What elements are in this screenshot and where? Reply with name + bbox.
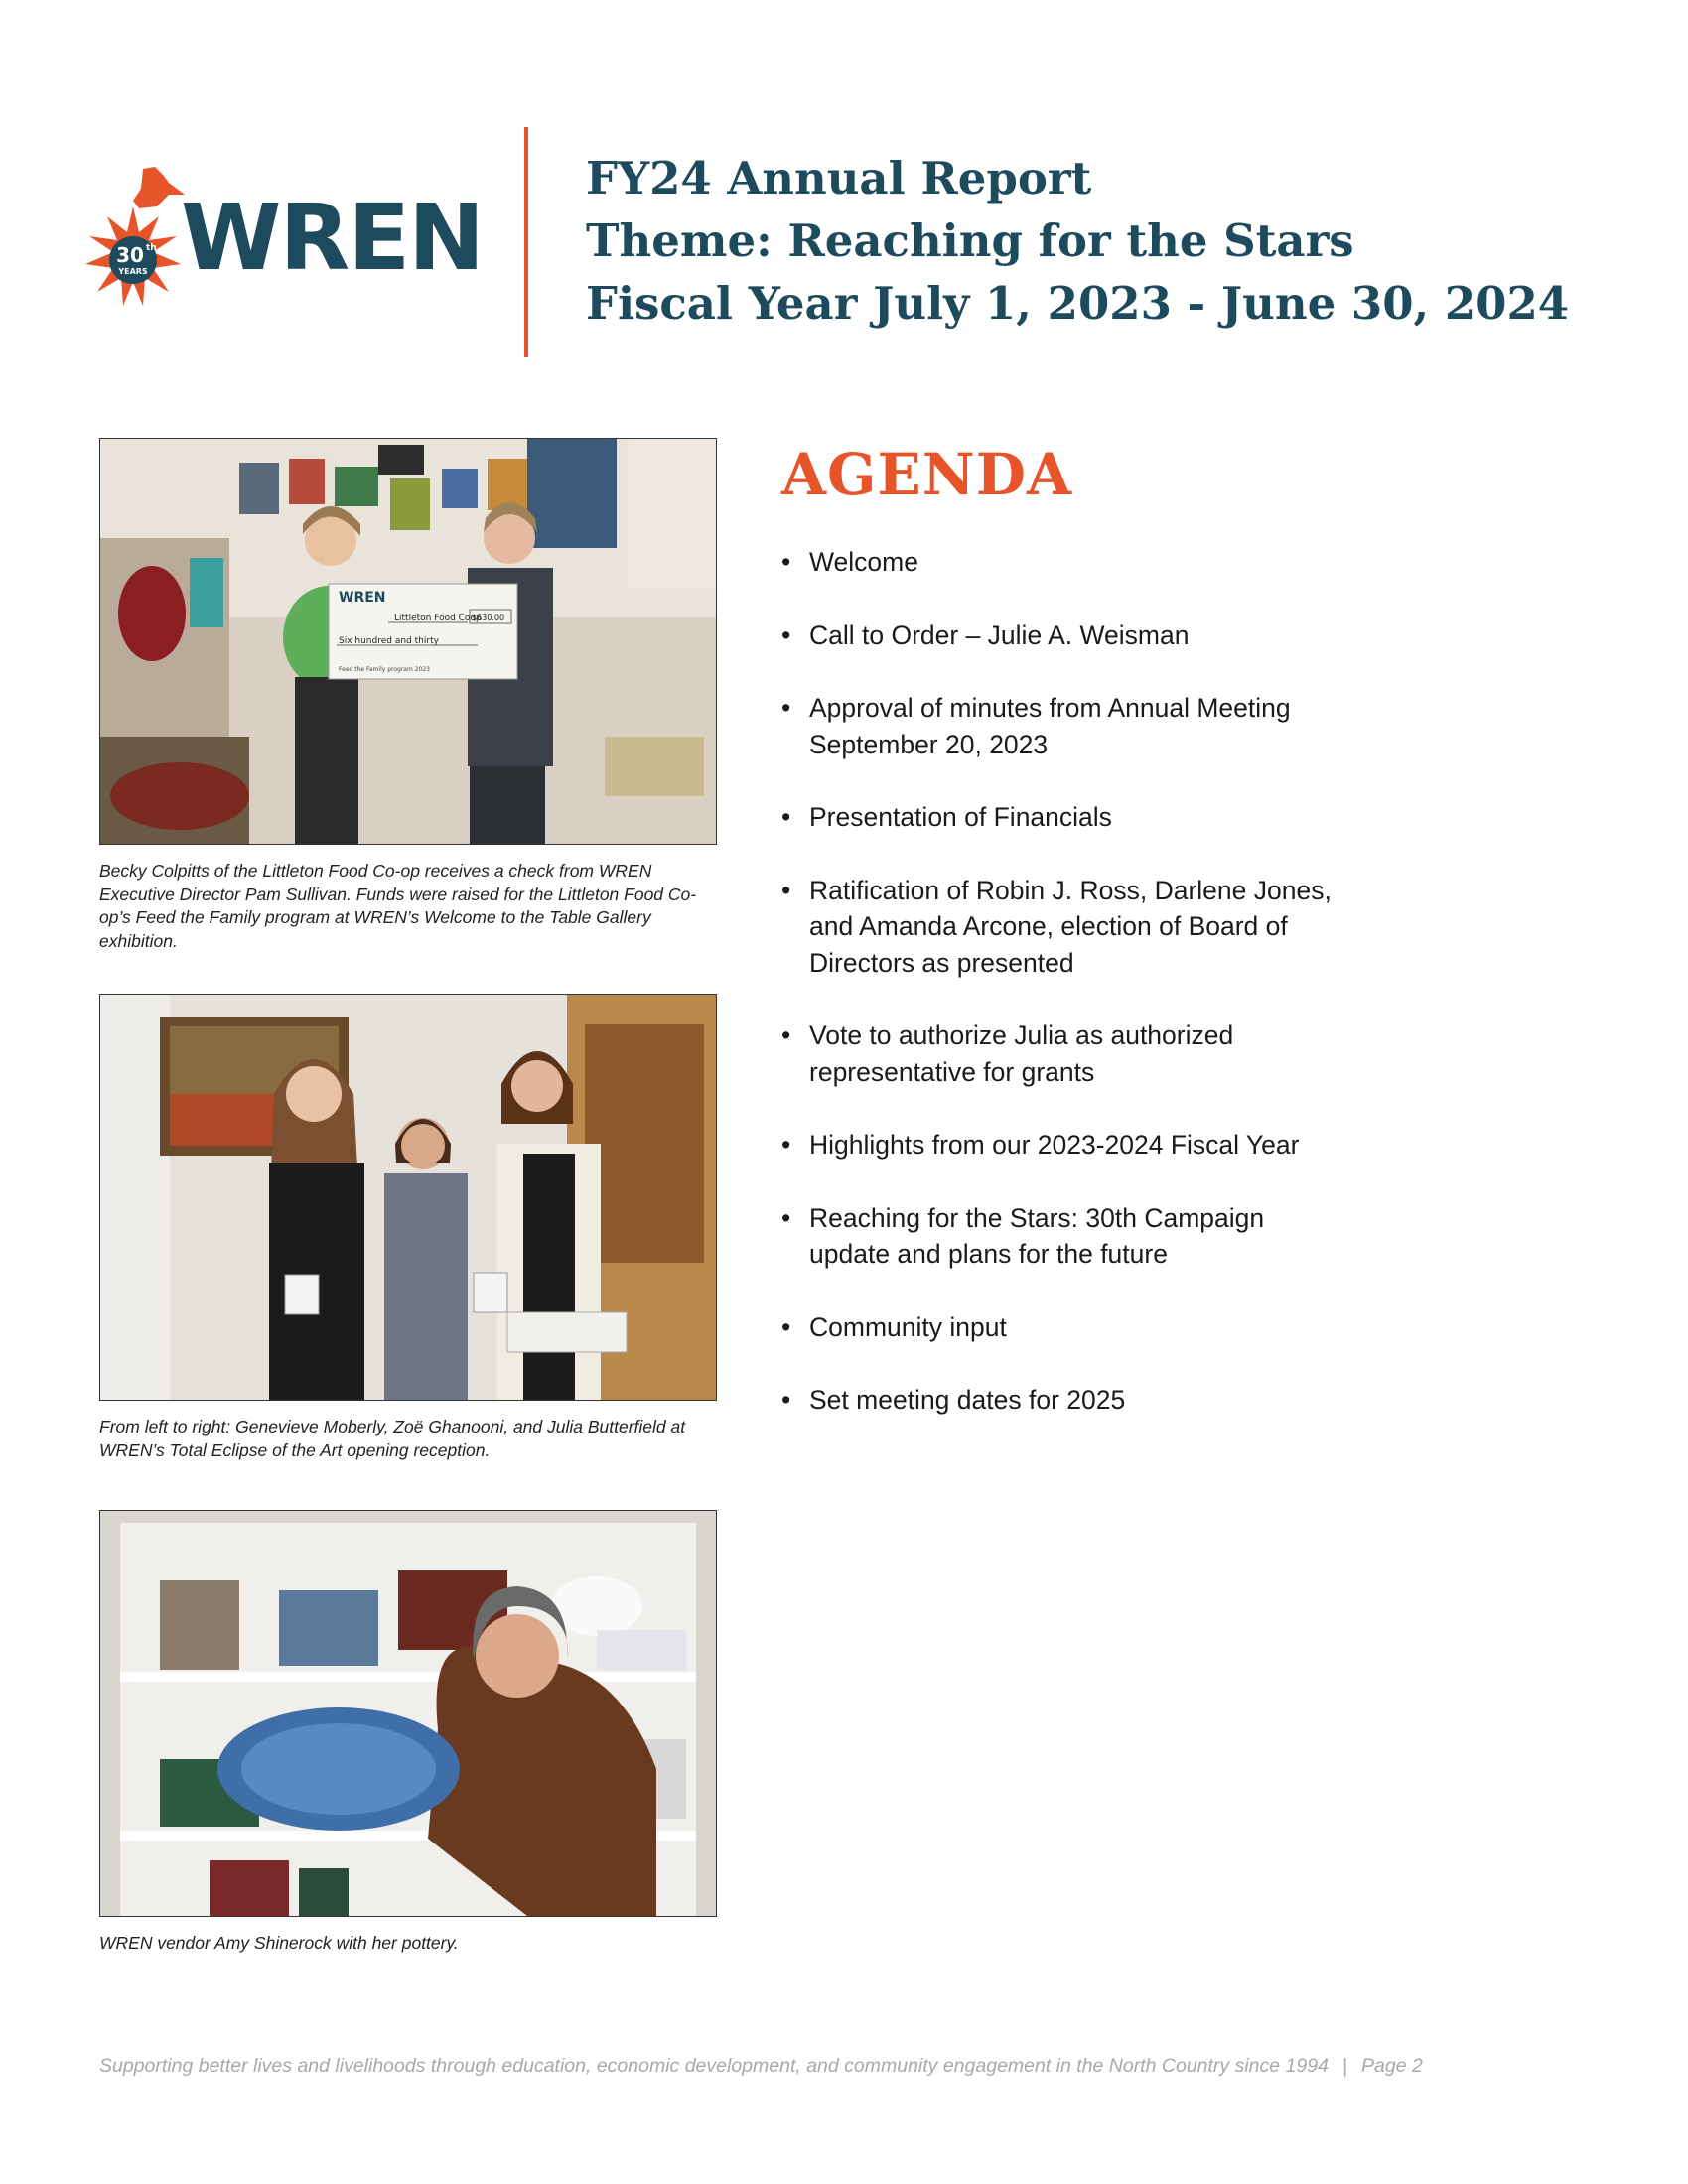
agenda-item-line: • Presentation of Financials: [809, 802, 1112, 832]
agenda-item: [781, 873, 1377, 982]
photo-eclipse-reception: [99, 994, 717, 1401]
footer: [99, 2055, 1589, 2078]
check-amount: $630.00: [472, 614, 505, 622]
agenda-item-line: and Amanda Arcone, election of Board of: [809, 911, 1288, 941]
agenda-item-line: • Call to Order – Julie A. Weisman: [809, 619, 1190, 650]
agenda-item-line: • Set meeting dates for 2025: [809, 1385, 1126, 1415]
agenda-item: [781, 1382, 1377, 1419]
check-brand: WREN: [339, 590, 386, 606]
header-divider: [524, 127, 528, 357]
badge-sup: th: [146, 243, 157, 253]
badge-label: YEARS: [118, 267, 148, 276]
photo-1-caption: Becky Colpitts of the Littleton Food Co-op receives a check from WREN Executive Director Pam Sullivan. Funds were raised for the Littleton Food Co-op’s Feed the Family program at WREN’s Welcome to the Table Gallery exhibition.: [99, 861, 697, 951]
agenda-item: [781, 1200, 1377, 1273]
agenda-item-line: September 20, 2023: [809, 729, 1049, 759]
check-memo: Feed the Family program 2023: [339, 666, 430, 673]
check-amount-words: Six hundred and thirty: [339, 636, 439, 646]
agenda-item: [781, 690, 1377, 762]
agenda-item-line: Directors as presented: [809, 947, 1074, 978]
check-payee: Littleton Food Coop: [394, 614, 482, 623]
agenda-item-line: • Approval of minutes from Annual Meeting: [809, 693, 1291, 723]
agenda-item: [781, 1127, 1377, 1163]
agenda-heading: AGENDA: [781, 441, 1073, 508]
agenda-item: [781, 544, 1377, 581]
wren-logo: [73, 165, 484, 314]
report-fiscal-year-line: Fiscal Year July 1, 2023 - June 30, 2024: [586, 277, 1570, 330]
photo-check-presentation: [99, 438, 717, 845]
sunburst-bird-icon: [73, 165, 193, 314]
footer-tagline: Supporting better lives and livelihoods through education, economic development, and community engagement in the North Country since 1994: [99, 2055, 1329, 2077]
agenda-item-line: • Highlights from our 2023-2024 Fiscal Year: [809, 1130, 1300, 1160]
badge-number: 30: [116, 243, 144, 267]
agenda-item-line: • Welcome: [809, 547, 918, 577]
agenda-list: [781, 544, 1377, 1419]
agenda-item-line: representative for grants: [809, 1056, 1095, 1087]
agenda-item-line: update and plans for the future: [809, 1239, 1168, 1269]
agenda-item: [781, 617, 1377, 654]
photo-3-caption: WREN vendor Amy Shinerock with her pottery.: [99, 1933, 459, 1953]
footer-page-number: Page 2: [1361, 2055, 1423, 2077]
footer-separator: |: [1341, 2055, 1347, 2077]
report-title-line: FY24 Annual Report: [586, 152, 1092, 205]
photo-vendor-pottery: [99, 1510, 717, 1917]
agenda-item: [781, 1018, 1377, 1090]
agenda-item: [781, 799, 1377, 836]
agenda-item-line: • Community input: [809, 1311, 1007, 1342]
agenda-item-line: • Vote to authorize Julia as authorized: [809, 1021, 1234, 1050]
agenda-item-line: • Reaching for the Stars: 30th Campaign: [809, 1202, 1265, 1233]
logo-wordmark: WREN: [181, 185, 484, 291]
agenda-item-line: • Ratification of Robin J. Ross, Darlene Jones,: [809, 875, 1332, 905]
report-theme-line: Theme: Reaching for the Stars: [586, 214, 1354, 267]
agenda-item: [781, 1309, 1377, 1346]
photo-2-caption: From left to right: Genevieve Moberly, Zoë Ghanooni, and Julia Butterfield at WREN’s Total Eclipse of the Art opening reception.: [99, 1417, 686, 1460]
report-title: [586, 147, 1638, 335]
